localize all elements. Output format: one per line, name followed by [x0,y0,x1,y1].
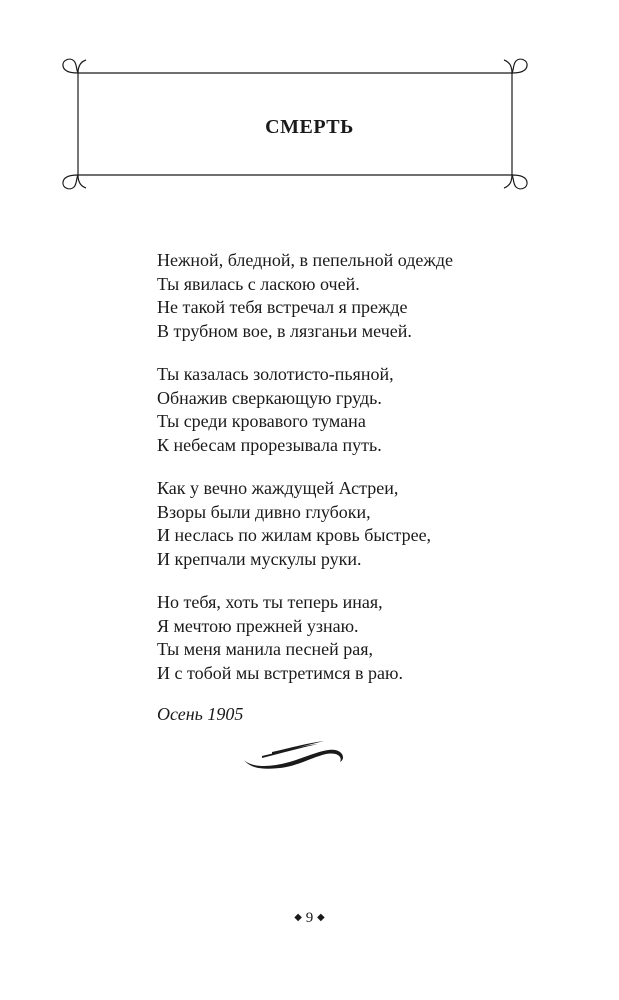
poem-date: Осень 1905 [157,704,244,724]
poem-line: Я мечтою прежней узнаю. [157,615,359,636]
poem-line: Ты явилась с ласкою очей. [157,273,360,294]
page-number-value: 9 [305,910,314,926]
poem-line: И крепчали мускулы руки. [157,548,362,569]
poem-line: Как у вечно жаждущей Астреи, [157,478,399,498]
poem-line: Обнажив сверкающую грудь. [157,387,382,408]
poem-line: Ты среди кровавого тумана [157,411,366,431]
poem-line: Ты казалась золотисто-пьяной, [157,364,394,384]
poem-line: И с тобой мы встретимся в раю. [157,662,403,683]
poem-line: Ты меня манила песней рая, [157,639,374,659]
page-number [0,910,619,927]
poem-line: Нежной, бледной, в пепельной одежде [157,250,453,270]
diamond-left-icon: ◆ [294,912,302,923]
poem-title: СМЕРТЬ [265,116,354,138]
poem-line: И неслась по жилам кровь быстрее, [157,525,432,545]
poem-line: В трубном вое, в лязганьи мечей. [157,320,412,341]
poem-line: Но тебя, хоть ты теперь иная, [157,592,383,612]
diamond-right-icon: ◆ [317,912,325,923]
poem-line: Не такой тебя встречал я прежде [157,297,408,317]
poem-line: Взоры были дивно глубоки, [157,501,371,522]
poem-line: К небесам прорезывала путь. [157,434,382,455]
